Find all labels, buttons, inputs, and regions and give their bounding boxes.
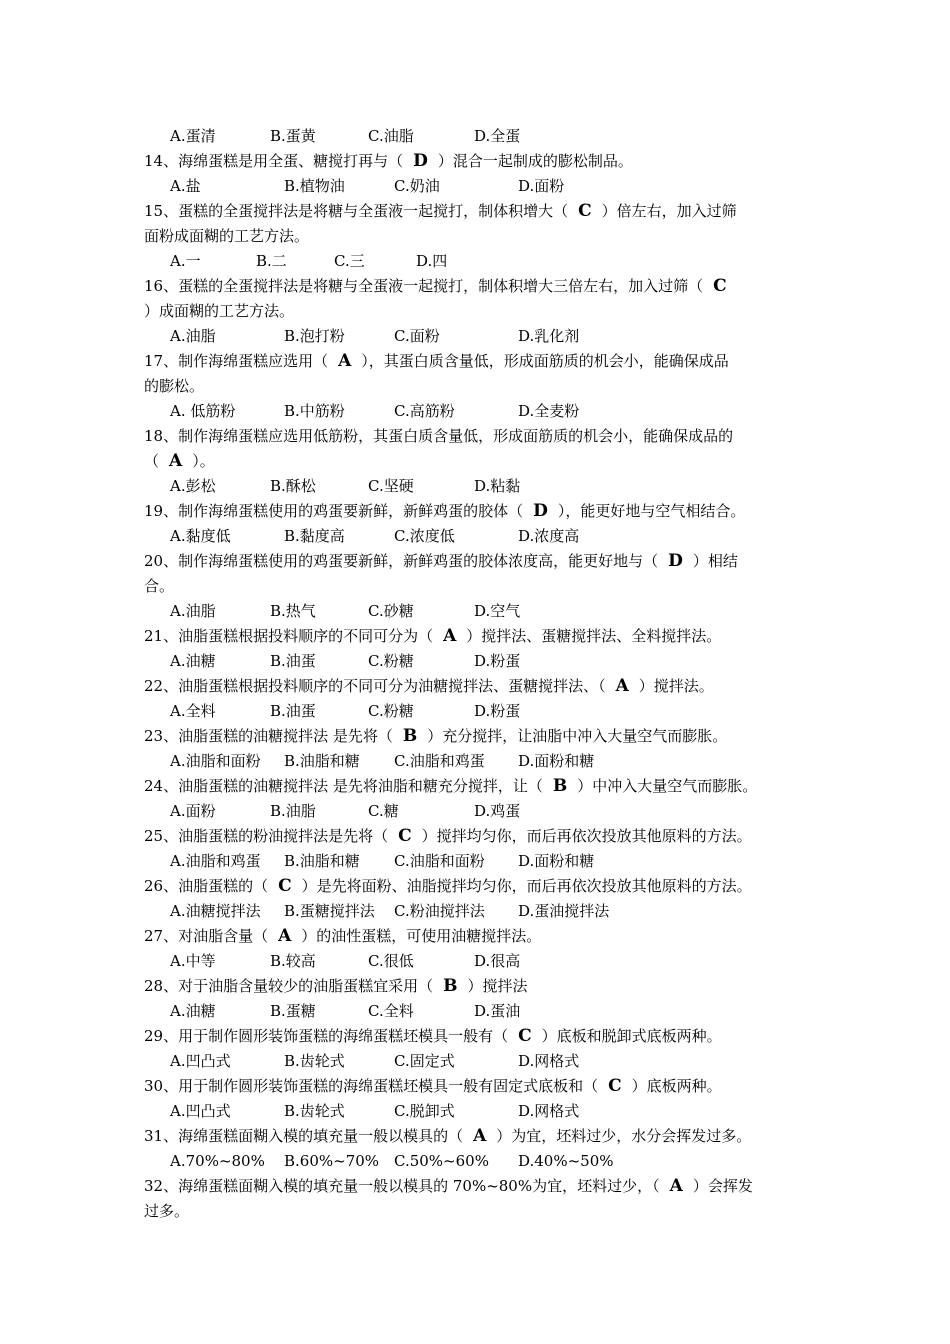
answer-key: D [668,551,683,571]
answer-option: B.油脂 [270,802,316,820]
answer-option: D.乳化剂 [518,327,580,345]
question-text: ）混合一起制成的膨松制品。 [437,152,633,170]
answer-option: C.全料 [368,1002,414,1020]
answer-option: B.二 [256,252,287,270]
question-line [144,1199,809,1224]
question-text: ）充分搅拌，让油脂中冲入大量空气而膨胀。 [427,727,728,745]
answer-key: A [669,1176,683,1196]
question-text: 24、油脂蛋糕的油糖搅拌法 是先将油脂和糖充分搅拌，让（ [144,777,543,795]
options-row [144,999,809,1024]
answer-option: C.油脂 [368,127,414,145]
options-row [144,849,809,874]
answer-option: C.砂糖 [368,602,414,620]
answer-key: C [713,276,727,296]
question-text: ）底板和脱卸式底板两种。 [541,1027,722,1045]
answer-option: D.40%~50% [518,1152,614,1170]
question-line [144,549,809,574]
options-row [144,1099,809,1124]
answer-option: C.糖 [368,802,399,820]
question-text: 22、油脂蛋糕根据投料顺序的不同可分为油糖搅拌法、蛋糖搅拌法、（ [144,677,606,695]
answer-option: D.蛋油搅拌法 [518,902,610,920]
answer-key: A [473,1126,487,1146]
answer-option: A.油糖搅拌法 [170,902,261,920]
answer-option: C.浓度低 [394,527,455,545]
answer-option: B.蛋黄 [270,127,316,145]
answer-option: C.固定式 [394,1052,455,1070]
question-text: 14、海绵蛋糕是用全蛋、糖搅打再与（ [144,152,404,170]
answer-option: A.盐 [170,177,201,195]
question-text: 25、油脂蛋糕的粉油搅拌法是先将（ [144,827,389,845]
question-line [144,149,809,174]
answer-option: A.全料 [170,702,216,720]
answer-option: A.凹凸式 [170,1102,231,1120]
question-text: 过多。 [144,1202,190,1220]
options-row [144,174,809,199]
options-row [144,699,809,724]
answer-option: D.面粉 [518,177,565,195]
answer-option: D.面粉和糖 [518,752,595,770]
answer-option: C.很低 [368,952,414,970]
question-line [144,924,809,949]
question-text: 31、海绵蛋糕面糊入模的填充量一般以模具的（ [144,1127,464,1145]
question-line [144,874,809,899]
question-text: ）底板两种。 [631,1077,722,1095]
question-text: ）搅拌法 [467,977,528,995]
question-line [144,974,809,999]
question-line [144,724,809,749]
answer-option: A.油脂和鸡蛋 [170,852,261,870]
answer-key: A [338,351,352,371]
question-text: 28、对于油脂含量较少的油脂蛋糕宜采用（ [144,977,434,995]
question-line [144,824,809,849]
answer-key: C [278,876,292,896]
question-text: ）成面糊的工艺方法。 [144,302,295,320]
answer-option: C.高筋粉 [394,402,455,420]
answer-option: B.热气 [270,602,316,620]
question-line [144,349,809,374]
question-text: 21、油脂蛋糕根据投料顺序的不同可分为（ [144,627,434,645]
answer-option: B.酥松 [270,477,316,495]
question-text: ）是先将面粉、油脂搅拌均匀你，而后再依次投放其他原料的方法。 [301,877,752,895]
question-text: （ [144,452,160,470]
question-text: 16、蛋糕的全蛋搅拌法是将糖与全蛋液一起搅打，制体积增大三倍左右，加入过筛（ [144,277,704,295]
question-line [144,624,809,649]
question-line [144,299,809,324]
question-text: 20、制作海绵蛋糕使用的鸡蛋要新鲜，新鲜鸡蛋的胶体浓度高，能更好地与（ [144,552,659,570]
answer-key: B [443,976,458,996]
answer-key: D [413,151,428,171]
answer-option: A.黏度低 [170,527,231,545]
answer-option: D.很高 [474,952,521,970]
answer-key: A [615,676,629,696]
question-line [144,424,809,449]
question-line [144,574,809,599]
answer-key: B [552,776,568,796]
answer-option: D.粉蛋 [474,702,521,720]
answer-option: A.70%~80% [170,1152,265,1170]
answer-option: B.较高 [270,952,316,970]
question-text: 面粉成面糊的工艺方法。 [144,227,310,245]
question-text: 15、蛋糕的全蛋搅拌法是将糖与全蛋液一起搅打，制体积增大（ [144,202,569,220]
question-text: ）倍左右，加入过筛 [601,202,737,220]
question-text: 27、对油脂含量（ [144,927,269,945]
question-text: 合。 [144,577,175,595]
options-row [144,1149,809,1174]
answer-option: D.空气 [474,602,521,620]
answer-option: D.全麦粉 [518,402,580,420]
question-line [144,1024,809,1049]
options-row [144,249,809,274]
answer-option: A. 低筋粉 [170,402,236,420]
answer-option: A.油脂 [170,602,216,620]
answer-option: B.蛋糖 [270,1002,316,1020]
answer-option: C.粉糖 [368,702,414,720]
answer-option: A.蛋清 [170,127,216,145]
answer-option: B.60%~70% [284,1152,380,1170]
answer-key: C [578,201,592,221]
answer-option: C.脱卸式 [394,1102,455,1120]
answer-option: C.油脂和面粉 [394,852,485,870]
question-text: ）搅拌均匀你，而后再依次投放其他原料的方法。 [421,827,752,845]
question-text: 18、制作海绵蛋糕应选用低筋粉，其蛋白质含量低，形成面筋质的机会小，能确保成品的 [144,427,734,445]
answer-option: A.彭松 [170,477,216,495]
question-line [144,274,809,299]
answer-option: A.凹凸式 [170,1052,231,1070]
answer-option: C.50%~60% [394,1152,489,1170]
question-text: 的膨松。 [144,377,205,395]
answer-option: C.三 [334,252,365,270]
question-line [144,199,809,224]
question-text: 17、制作海绵蛋糕应选用（ [144,352,329,370]
answer-option: A.中等 [170,952,216,970]
answer-option: A.油脂和面粉 [170,752,261,770]
answer-option: A.面粉 [170,802,216,820]
options-row [144,324,809,349]
question-text: ）相结 [692,552,738,570]
question-text: ）搅拌法。 [638,677,714,695]
answer-option: D.鸡蛋 [474,802,521,820]
answer-key: C [608,1076,622,1096]
answer-option: A.油糖 [170,1002,216,1020]
answer-option: D.面粉和糖 [518,852,595,870]
question-text: 26、油脂蛋糕的（ [144,877,269,895]
question-line [144,1174,809,1199]
answer-option: B.中筋粉 [284,402,345,420]
options-row [144,124,809,149]
question-text: ）。 [192,452,215,470]
answer-key: A [278,926,292,946]
options-row [144,649,809,674]
question-text: 23、油脂蛋糕的油糖搅拌法 是先将（ [144,727,393,745]
answer-option: D.全蛋 [474,127,521,145]
question-text: ）搅拌法、蛋糖搅拌法、全料搅拌法。 [466,627,722,645]
answer-key: C [518,1026,532,1046]
answer-key: C [398,826,412,846]
answer-option: D.粉蛋 [474,652,521,670]
question-line [144,674,809,699]
answer-option: B.黏度高 [284,527,345,545]
answer-option: B.油脂和糖 [284,752,360,770]
answer-option: B.蛋糖搅拌法 [284,902,375,920]
answer-option: B.油蛋 [270,652,316,670]
answer-option: D.网格式 [518,1052,580,1070]
question-line [144,224,809,249]
answer-key: A [169,451,183,471]
options-row [144,949,809,974]
answer-option: D.四 [416,252,448,270]
answer-option: A.一 [170,252,201,270]
question-text: ）为宜，坯料过少，水分会挥发过多。 [496,1127,752,1145]
options-row [144,474,809,499]
answer-option: B.油蛋 [270,702,316,720]
options-row [144,599,809,624]
answer-key: D [533,501,548,521]
question-line [144,1124,809,1149]
question-line [144,449,809,474]
answer-option: B.油脂和糖 [284,852,360,870]
answer-key: A [443,626,457,646]
answer-option: C.坚硬 [368,477,414,495]
options-row [144,899,809,924]
answer-option: C.面粉 [394,327,440,345]
answer-option: A.油脂 [170,327,216,345]
answer-option: B.泡打粉 [284,327,345,345]
answer-option: B.植物油 [284,177,345,195]
answer-option: D.蛋油 [474,1002,521,1020]
answer-option: C.奶油 [394,177,440,195]
question-text: ），能更好地与空气相结合。 [557,502,746,520]
options-row [144,524,809,549]
question-text: 29、用于制作圆形装饰蛋糕的海绵蛋糕坯模具一般有（ [144,1027,509,1045]
options-row [144,799,809,824]
options-row [144,1049,809,1074]
options-row [144,749,809,774]
answer-option: B.齿轮式 [284,1052,345,1070]
question-line [144,1074,809,1099]
question-text: 30、用于制作圆形装饰蛋糕的海绵蛋糕坯模具一般有固定式底板和（ [144,1077,599,1095]
question-text: ），其蛋白质含量低，形成面筋质的机会小，能确保成品 [361,352,729,370]
answer-key: B [402,726,418,746]
answer-option: C.油脂和鸡蛋 [394,752,485,770]
question-line [144,374,809,399]
question-text: ）会挥发 [692,1177,753,1195]
question-text: 32、海绵蛋糕面糊入模的填充量一般以模具的 70%~80%为宜，坯料过少，（ [144,1177,660,1195]
answer-option: C.粉糖 [368,652,414,670]
answer-option: D.网格式 [518,1102,580,1120]
answer-option: A.油糖 [170,652,216,670]
answer-option: D.浓度高 [518,527,580,545]
question-text: ）中冲入大量空气而膨胀。 [577,777,758,795]
question-text: 19、制作海绵蛋糕使用的鸡蛋要新鲜，新鲜鸡蛋的胶体（ [144,502,524,520]
options-row [144,399,809,424]
answer-option: D.粘黏 [474,477,521,495]
answer-option: B.齿轮式 [284,1102,345,1120]
question-text: ）的油性蛋糕，可使用油糖搅拌法。 [301,927,542,945]
question-line [144,774,809,799]
question-line [144,499,809,524]
answer-option: C.粉油搅拌法 [394,902,485,920]
